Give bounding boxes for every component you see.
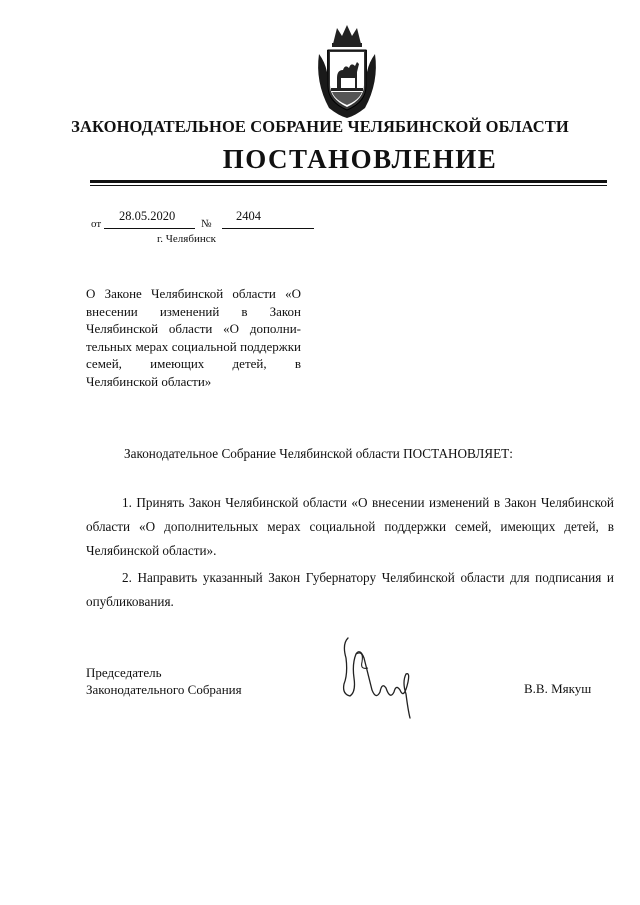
signatory-title-line-2: Законодательного Собрания (86, 682, 242, 697)
organization-title: ЗАКОНОДАТЕЛЬНОЕ СОБРАНИЕ ЧЕЛЯБИНСКОЙ ОБЛАСТИ (71, 117, 569, 136)
preamble-text: Законодательное Собрание Челябинской области ПОСТАНОВЛЯЕТ: (124, 446, 513, 461)
document-type-heading: ПОСТАНОВЛЕНИЕ (222, 144, 498, 174)
handwritten-signature-icon (334, 634, 424, 724)
resolution-item-1: 1. Принять Закон Челябинской области «О внесении изменений в Закон Челябинской области «О дополнительных мерах социальной поддержки семей, имеющих детей, в Челябинской области». (86, 495, 614, 558)
header-rule-thick (90, 180, 607, 183)
document-date: 28.05.2020 (119, 209, 176, 223)
number-underline (222, 228, 314, 229)
signatory-title-line-1: Председатель (86, 665, 162, 680)
resolution-item-2: 2. Направить указанный Закон Губернатору Челябинской области для подписания и опубликования. (86, 570, 614, 609)
subject-paragraph: О Законе Челябинской области «О внесении изменений в Закон Челябинской области «О дополнительных мерах социальной поддержки семей, имеющих детей, в Челябинской области» (86, 286, 301, 389)
date-underline (104, 228, 195, 229)
date-prefix: от (91, 218, 102, 230)
signatory-name: В.В. Мякуш (524, 681, 592, 696)
city-label: г. Челябинск (157, 233, 216, 245)
document-number: 2404 (236, 209, 261, 223)
header-rule-thin (90, 185, 607, 186)
signatory-title (86, 664, 242, 698)
coat-of-arms-icon (311, 22, 383, 120)
number-prefix: № (201, 218, 212, 230)
